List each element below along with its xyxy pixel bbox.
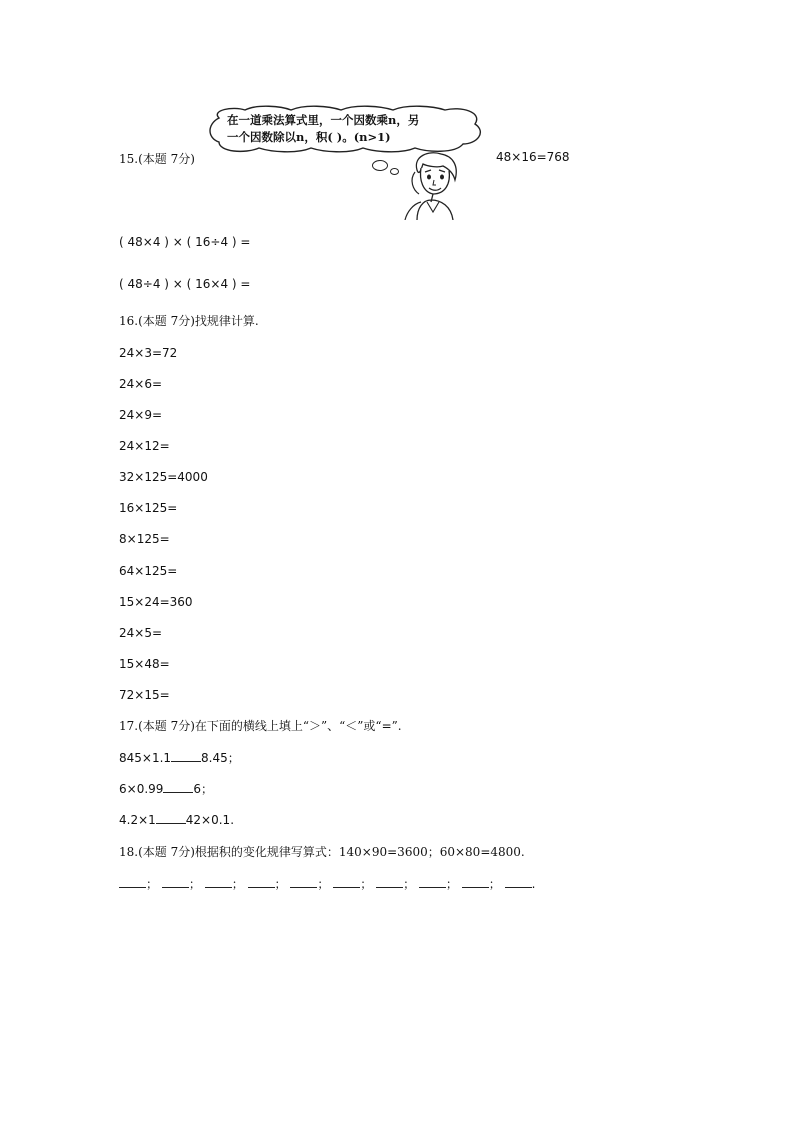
- q15-expression-1: ( 48×4 ) × ( 16÷4 ) =: [119, 235, 251, 249]
- q15-given-equation: 48×16=768: [496, 150, 570, 164]
- q18-answer-row: [119, 876, 535, 892]
- q17-item: [119, 812, 234, 828]
- separator: ；: [360, 877, 373, 891]
- q17-title: 17.(本题 7分)在下面的横线上填上“＞”、“＜”或“=”.: [119, 719, 402, 733]
- answer-blank[interactable]: [505, 876, 532, 888]
- separator: ；: [231, 877, 244, 891]
- q16-line: 64×125=: [119, 564, 178, 578]
- q17-right-expression: 42×0.1.: [185, 813, 235, 827]
- q16-line: 15×24=360: [119, 595, 193, 609]
- q16-line: 15×48=: [119, 657, 170, 671]
- q16-line: 24×5=: [119, 626, 163, 640]
- q16-line: 24×3=72: [119, 346, 178, 360]
- answer-blank[interactable]: [156, 812, 186, 824]
- thought-dot-small: [390, 168, 399, 175]
- q17-right-expression: 6；: [193, 782, 214, 796]
- separator: ；: [146, 877, 159, 891]
- q16-title: 16.(本题 7分)找规律计算.: [119, 314, 259, 328]
- q16-line: 24×6=: [119, 377, 163, 391]
- separator: ；: [317, 877, 330, 891]
- q16-line: 24×12=: [119, 439, 170, 453]
- answer-blank[interactable]: [248, 876, 275, 888]
- answer-blank[interactable]: [163, 781, 193, 793]
- q15-title: 15.(本题 7分): [119, 152, 195, 166]
- q18-title: 18.(本题 7分)根据积的变化规律写算式：140×90=3600；60×80=4800.: [119, 845, 525, 859]
- q17-left-expression: 6×0.99: [119, 782, 164, 796]
- bubble-line-1: 在一道乘法算式里，一个因数乘n，另: [227, 113, 420, 127]
- q16-line: 16×125=: [119, 501, 178, 515]
- separator: ；: [274, 877, 287, 891]
- answer-blank[interactable]: [162, 876, 189, 888]
- q17-left-expression: 845×1.1: [119, 751, 172, 765]
- q17-item: [119, 781, 213, 797]
- separator: ；: [403, 877, 416, 891]
- answer-blank[interactable]: [462, 876, 489, 888]
- answer-blank[interactable]: [290, 876, 317, 888]
- q16-line: 8×125=: [119, 532, 170, 546]
- answer-blank[interactable]: [205, 876, 232, 888]
- bubble-line-2: 一个因数除以n，积( )。(n>1): [227, 130, 391, 144]
- q15-expression-2: ( 48÷4 ) × ( 16×4 ) =: [119, 277, 251, 291]
- q17-right-expression: 8.45；: [201, 751, 240, 765]
- q16-line: 72×15=: [119, 688, 170, 702]
- q16-line: 24×9=: [119, 408, 163, 422]
- separator: ；: [188, 877, 201, 891]
- q17-left-expression: 4.2×1: [119, 813, 156, 827]
- answer-blank[interactable]: [119, 876, 146, 888]
- cartoon-girl-icon: [403, 150, 463, 220]
- separator: ；: [488, 877, 501, 891]
- q17-item: [119, 750, 240, 766]
- separator: ；: [445, 877, 458, 891]
- answer-blank[interactable]: [171, 750, 201, 762]
- end-mark: .: [531, 877, 536, 891]
- answer-blank[interactable]: [376, 876, 403, 888]
- answer-blank[interactable]: [419, 876, 446, 888]
- q16-line: 32×125=4000: [119, 470, 208, 484]
- thought-dot-large: [372, 160, 388, 171]
- answer-blank[interactable]: [333, 876, 360, 888]
- speech-bubble: [205, 104, 485, 156]
